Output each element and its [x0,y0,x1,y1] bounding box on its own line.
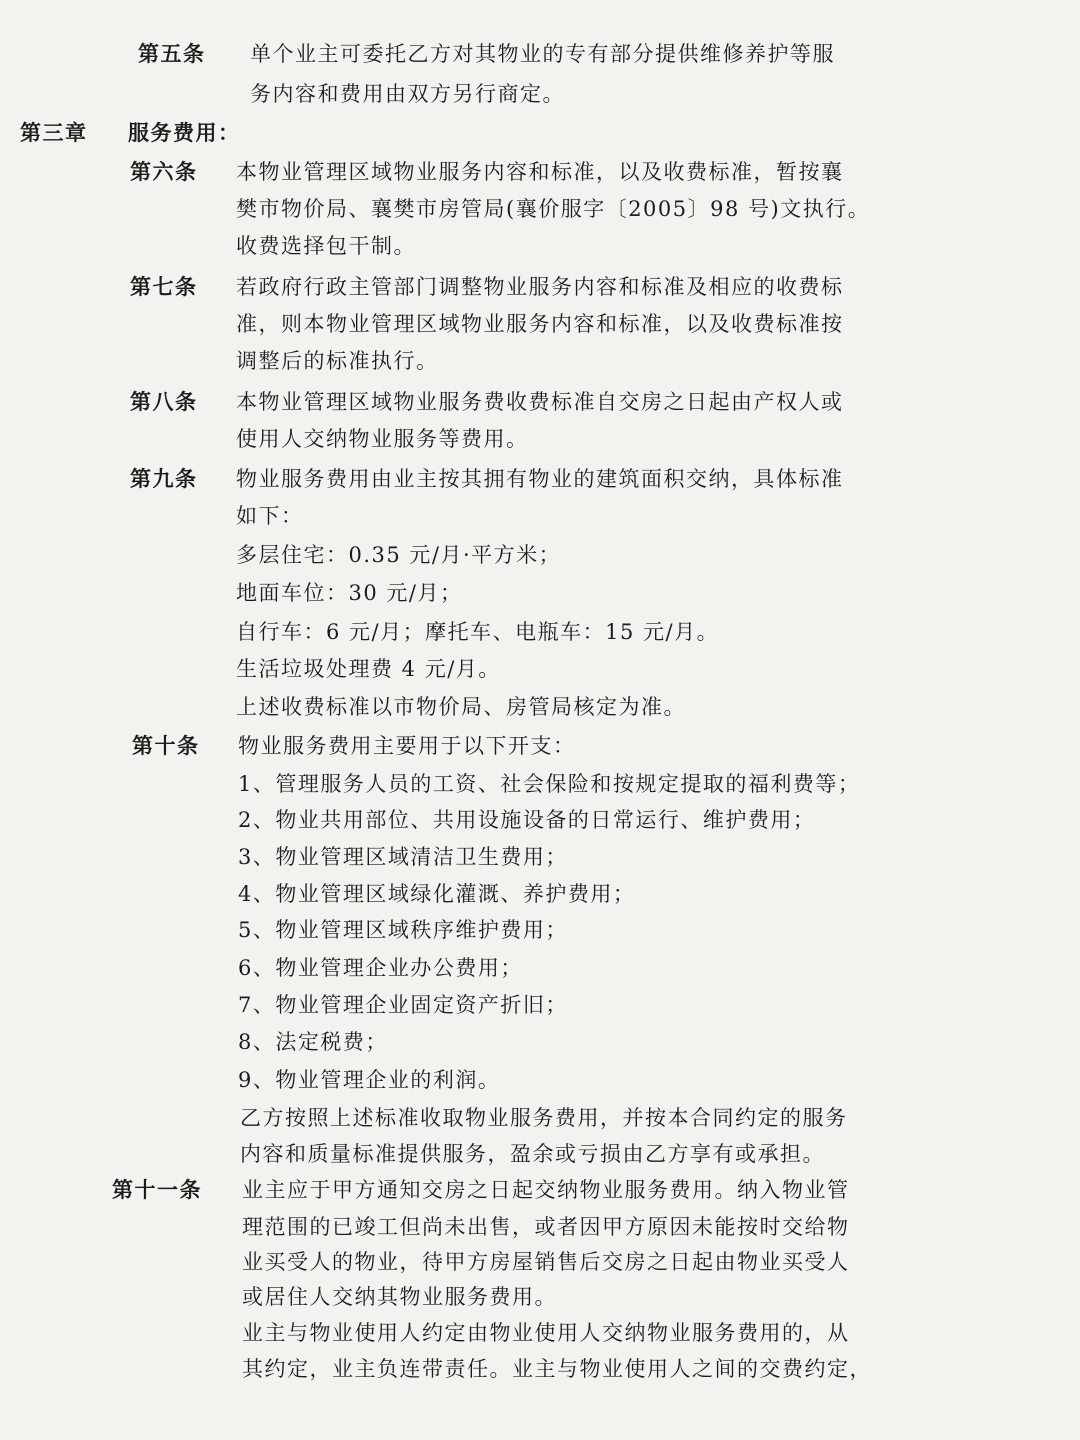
article-6-line-3: 收费选择包干制。 [236,234,416,258]
article-8-line-2: 使用人交纳物业服务等费用。 [236,427,529,451]
article-9-line-3: 多层住宅：0.35 元/月·平方米； [236,543,562,567]
article-6-line-2: 樊市物价局、襄樊市房管局(襄价服字〔2005〕98 号)文执行。 [236,197,871,221]
article-9-line-4: 地面车位：30 元/月； [236,581,463,605]
article-9-line-2: 如下： [236,504,304,528]
article-5-line-2: 务内容和费用由双方另行商定。 [250,82,565,106]
article-10-item-6: 6、物业管理企业办公费用； [238,956,523,980]
article-11-label: 第十一条 [112,1177,202,1202]
article-11-line-1: 业主应于甲方通知交房之日起交纳物业服务费用。纳入物业管 [242,1178,850,1202]
article-11-line-3: 业买受人的物业，待甲方房屋销售后交房之日起由物业买受人 [242,1250,850,1274]
article-10-item-4: 4、物业管理区域绿化灌溉、养护费用； [238,882,636,906]
article-7-line-2: 准，则本物业管理区域物业服务内容和标准，以及收费标准按 [236,312,844,336]
article-9-line-5: 自行车：6 元/月；摩托车、电瓶车：15 元/月。 [236,620,720,644]
article-10-item-1: 1、管理服务人员的工资、社会保险和按规定提取的福利费等； [238,772,861,796]
article-10-item-7: 7、物业管理企业固定资产折旧； [238,993,568,1017]
article-7-label: 第七条 [130,274,198,299]
article-10-line-summary-1: 乙方按照上述标准收取物业服务费用，并按本合同约定的服务 [240,1106,848,1130]
article-7-line-1: 若政府行政主管部门调整物业服务内容和标准及相应的收费标 [236,275,844,299]
article-8-label: 第八条 [130,389,198,414]
article-5-label: 第五条 [138,41,206,66]
article-10-item-9: 9、物业管理企业的利润。 [238,1068,501,1092]
article-5-line-1: 单个业主可委托乙方对其物业的专有部分提供维修养护等服 [250,42,835,66]
article-9-line-1: 物业服务费用由业主按其拥有物业的建筑面积交纳，具体标准 [236,467,844,491]
article-10-item-8: 8、法定税费； [238,1030,388,1054]
article-10-item-5: 5、物业管理区域秩序维护费用； [238,918,568,942]
article-7-line-3: 调整后的标准执行。 [236,349,439,373]
article-9-line-7: 上述收费标准以市物价局、房管局核定为准。 [236,695,686,719]
article-10-item-2: 2、物业共用部位、共用设施设备的日常运行、维护费用； [238,808,816,832]
article-9-line-6: 生活垃圾处理费 4 元/月。 [236,657,501,681]
chapter-3-label: 第三章 [20,120,88,145]
article-6-line-1: 本物业管理区域物业服务内容和标准，以及收费标准，暂按襄 [236,160,844,184]
article-6-label: 第六条 [130,159,198,184]
chapter-3-title: 服务费用： [128,120,241,145]
article-11-line-5: 业主与物业使用人约定由物业使用人交纳物业服务费用的，从 [242,1321,850,1345]
article-10-label: 第十条 [132,733,200,758]
article-11-line-4: 或居住人交纳其物业服务费用。 [242,1285,557,1309]
article-10-item-3: 3、物业管理区域清洁卫生费用； [238,845,568,869]
article-11-line-2: 理范围的已竣工但尚未出售，或者因甲方原因未能按时交给物 [242,1215,850,1239]
article-10-line-summary-2: 内容和质量标准提供服务，盈余或亏损由乙方享有或承担。 [240,1142,825,1166]
article-9-label: 第九条 [130,466,198,491]
article-11-line-6: 其约定，业主负连带责任。业主与物业使用人之间的交费约定， [242,1357,872,1381]
article-10-line-1: 物业服务费用主要用于以下开支： [238,734,576,758]
article-8-line-1: 本物业管理区域物业服务费收费标准自交房之日起由产权人或 [236,390,844,414]
